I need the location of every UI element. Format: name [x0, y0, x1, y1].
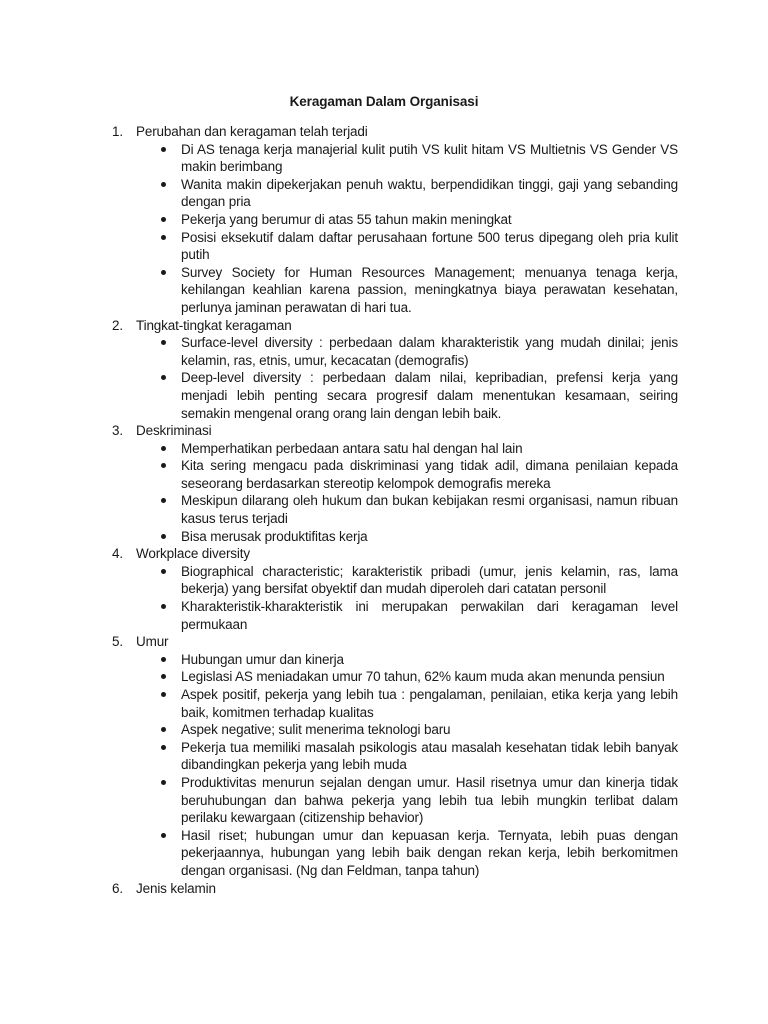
bullet-list — [112, 440, 678, 546]
bullet-text: Kharakteristik-kharakteristik ini merupakan perwakilan dari keragaman level permukaan — [181, 599, 678, 632]
bullet-dot-icon — [161, 375, 166, 380]
bullet-text: Deep-level diversity : perbedaan dalam nilai, kepribadian, prefensi kerja yang menjadi lebih penting secara progresif dalam menentukan kesamaan, seiring semakin mengenal orang orang lain dengan lebih baik. — [181, 370, 678, 421]
section-label: Perubahan dan keragaman telah terjadi — [136, 124, 368, 139]
bullet-item — [157, 334, 678, 369]
bullet-dot-icon — [161, 674, 166, 679]
bullet-text: Legislasi AS meniadakan umur 70 tahun, 62% kaum muda akan menunda pensiun — [181, 669, 665, 685]
bullet-item — [157, 264, 678, 317]
section-heading — [112, 123, 678, 141]
bullet-item — [157, 686, 678, 721]
section-number: 4. — [112, 546, 123, 562]
bullet-dot-icon — [161, 780, 166, 785]
section-item — [112, 633, 678, 879]
section-heading — [112, 317, 678, 335]
section-number: 6. — [112, 880, 123, 896]
bullet-item — [157, 774, 678, 827]
bullet-dot-icon — [161, 833, 166, 838]
section-number: 1. — [112, 124, 123, 139]
bullet-text: Kita sering mengacu pada diskriminasi yang tidak adil, dimana penilaian kepada seseorang berdasarkan stereotip kelompok demografis mereka — [181, 458, 678, 491]
bullet-dot-icon — [161, 147, 166, 152]
bullet-dot-icon — [161, 727, 166, 732]
bullet-text: Produktivitas menurun sejalan dengan umur. Hasil risetnya umur dan kinerja tidak beruhubungan dan bahwa pekerja yang lebih tua lebih mungkin terlibat dalam perilaku kewargaan (citizenship behavior) — [181, 774, 678, 826]
bullet-item — [157, 229, 678, 264]
bullet-text: Wanita makin dipekerjakan penuh waktu, berpendidikan tinggi, gaji yang sebanding dengan pria — [181, 176, 678, 210]
section-label: Deskriminasi — [136, 423, 212, 439]
section-heading — [112, 545, 678, 563]
bullet-text: Hasil riset; hubungan umur dan kepuasan kerja. Ternyata, lebih puas dengan pekerjaannya, hubungan yang lebih baik dengan rekan kerja, lebih berkomitmen dengan organisasi. (Ng dan Feldman, tanpa tahun) — [181, 827, 678, 878]
bullet-list — [112, 563, 678, 633]
bullet-dot-icon — [161, 217, 166, 222]
bullet-item — [157, 827, 678, 880]
bullet-text: Meskipun dilarang oleh hukum dan bukan kebijakan resmi organisasi, namun ribuan kasus terus terjadi — [181, 493, 678, 527]
bullet-dot-icon — [161, 182, 166, 187]
bullet-text: Surface-level diversity : perbedaan dalam kharakteristik yang mudah dinilai; jenis kelamin, ras, etnis, umur, kecacatan (demografis) — [181, 335, 678, 368]
bullet-dot-icon — [161, 534, 166, 539]
section-label: Jenis kelamin — [136, 880, 216, 896]
bullet-dot-icon — [161, 692, 166, 697]
bullet-dot-icon — [161, 604, 166, 609]
bullet-dot-icon — [161, 340, 166, 345]
section-heading — [112, 633, 678, 651]
bullet-item — [157, 528, 678, 546]
bullet-item — [157, 668, 678, 686]
bullet-item — [157, 651, 678, 669]
bullet-text: Aspek negative; sulit menerima teknologi baru — [181, 722, 451, 738]
bullet-item — [157, 211, 678, 229]
bullet-item — [157, 457, 678, 492]
bullet-text: Di AS tenaga kerja manajerial kulit putih VS kulit hitam VS Multietnis VS Gender VS makin berimbang — [181, 141, 678, 175]
bullet-text: Biographical characteristic; karakteristik pribadi (umur, jenis kelamin, ras, lama bekerja) yang bersifat obyektif dan mudah diperoleh dari catatan personil — [181, 563, 678, 597]
bullet-list — [112, 334, 678, 422]
section-label: Umur — [136, 634, 169, 650]
bullet-text: Aspek positif, pekerja yang lebih tua : pengalaman, penilaian, etika kerja yang lebih baik, komitmen terhadap kualitas — [181, 687, 678, 720]
section-heading — [112, 880, 678, 898]
bullet-dot-icon — [161, 463, 166, 468]
section-number: 5. — [112, 634, 123, 650]
bullet-item — [157, 141, 678, 176]
bullet-dot-icon — [161, 569, 166, 574]
section-item — [112, 123, 678, 317]
bullet-text: Pekerja tua memiliki masalah psikologis atau masalah kesehatan tidak lebih banyak dibandingkan pekerja yang lebih muda — [181, 739, 678, 773]
bullet-dot-icon — [161, 270, 166, 275]
bullet-dot-icon — [161, 657, 166, 662]
section-number: 3. — [112, 423, 123, 439]
bullet-list — [112, 141, 678, 317]
bullet-text: Survey Society for Human Resources Management; menuanya tenaga kerja, kehilangan keahlian karena passion, meningkatnya biaya perawatan kesehatan, perlunya jaminan perawatan di hari tua. — [181, 264, 678, 315]
section-item — [112, 317, 678, 423]
bullet-item — [157, 739, 678, 774]
bullet-text: Posisi eksekutif dalam daftar perusahaan fortune 500 terus dipegang oleh pria kulit putih — [181, 229, 678, 263]
section-item — [112, 880, 678, 898]
bullet-item — [157, 440, 678, 458]
bullet-dot-icon — [161, 745, 166, 750]
bullet-text: Memperhatikan perbedaan antara satu hal dengan hal lain — [181, 440, 523, 456]
bullet-item — [157, 721, 678, 739]
bullet-item — [157, 563, 678, 598]
section-heading — [112, 422, 678, 440]
section-item — [112, 545, 678, 633]
bullet-item — [157, 176, 678, 211]
document-title: Keragaman Dalam Organisasi — [289, 94, 479, 109]
bullet-text: Bisa merusak produktifitas kerja — [181, 528, 368, 544]
bullet-list — [112, 651, 678, 880]
bullet-item — [157, 369, 678, 422]
section-number: 2. — [112, 317, 123, 333]
bullet-dot-icon — [161, 235, 166, 240]
bullet-item — [157, 492, 678, 527]
section-item — [112, 422, 678, 545]
bullet-text: Pekerja yang berumur di atas 55 tahun makin meningkat — [181, 211, 512, 227]
section-label: Tingkat-tingkat keragaman — [136, 317, 292, 333]
bullet-dot-icon — [161, 498, 166, 503]
bullet-item — [157, 598, 678, 633]
section-list — [112, 123, 678, 897]
bullet-dot-icon — [161, 446, 166, 451]
bullet-text: Hubungan umur dan kinerja — [181, 651, 344, 667]
section-label: Workplace diversity — [136, 546, 250, 562]
